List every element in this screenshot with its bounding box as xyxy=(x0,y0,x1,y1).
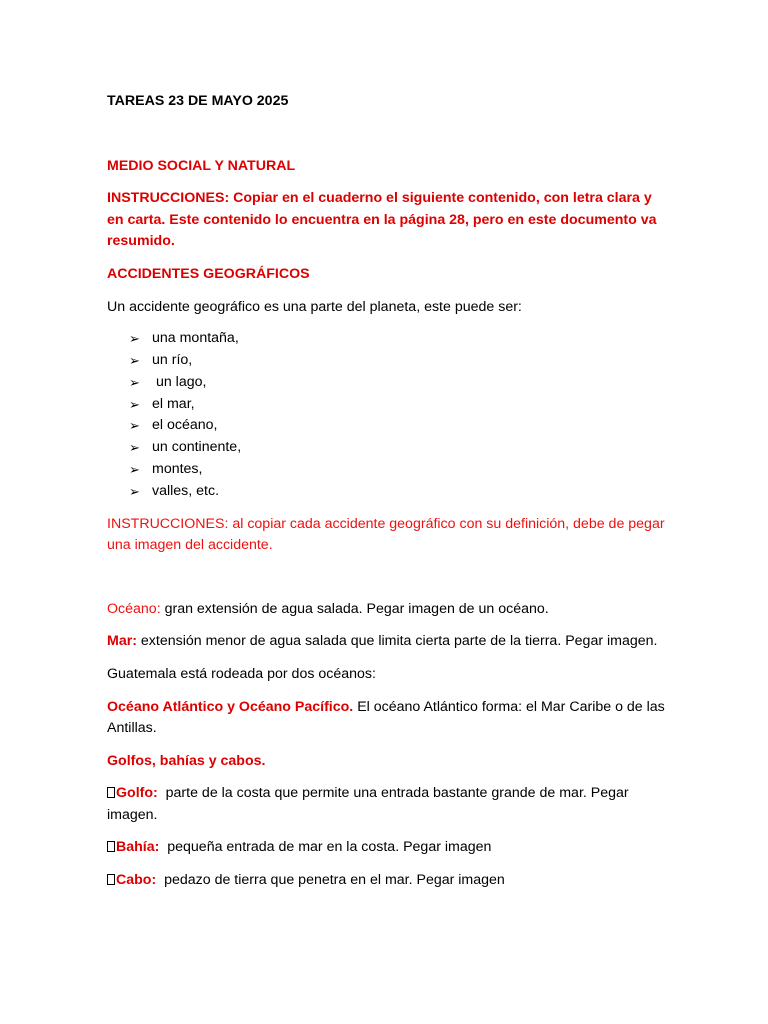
missing-glyph-icon xyxy=(107,841,115,852)
golfos-heading: Golfos, bahías y cabos. xyxy=(107,752,266,769)
intro-paragraph: Un accidente geográfico es una parte del planeta, este puede ser: xyxy=(107,298,522,315)
list-item: ➢ montes, xyxy=(107,459,667,481)
term-definition: pequeña entrada de mar en la costa. Pegar imagen xyxy=(159,839,492,856)
list-item: ➢ un río, xyxy=(107,350,667,372)
arrow-bullet-icon: ➢ xyxy=(129,418,140,434)
guatemala-paragraph: Guatemala está rodeada por dos océanos: xyxy=(107,665,376,682)
term-label: Océano: xyxy=(107,600,161,617)
term-definition: extensión menor de agua salada que limita cierta parte de la tierra. Pegar imagen. xyxy=(136,633,658,650)
missing-glyph-icon xyxy=(107,874,115,885)
landform-list xyxy=(107,328,667,502)
list-item: ➢ el océano, xyxy=(107,415,667,437)
subject-heading: MEDIO SOCIAL Y NATURAL xyxy=(107,157,296,174)
list-item: ➢ el mar, xyxy=(107,394,667,416)
term-label: Bahía: xyxy=(116,839,160,856)
term-label: Mar: xyxy=(107,633,137,650)
list-item: ➢ un continente, xyxy=(107,437,667,459)
section-heading: ACCIDENTES GEOGRÁFICOS xyxy=(107,265,310,282)
term-label: Cabo: xyxy=(116,872,157,889)
arrow-bullet-icon: ➢ xyxy=(129,440,140,456)
page-title: TAREAS 23 DE MAYO 2025 xyxy=(107,93,289,109)
list-item: ➢ valles, etc. xyxy=(107,481,667,503)
term-definition: parte de la costa que permite una entrada bastante grande de mar. Pegar imagen. xyxy=(107,785,633,823)
oceans-paragraph xyxy=(107,697,667,740)
term-label: Golfo: xyxy=(116,785,158,802)
list-item: ➢ una montaña, xyxy=(107,328,667,350)
term-definition: gran extensión de agua salada. Pegar imagen de un océano. xyxy=(160,600,549,617)
arrow-bullet-icon: ➢ xyxy=(129,374,140,390)
term-label: Océano Atlántico y Océano Pacífico. xyxy=(107,698,354,715)
list-item: ➢ un lago, xyxy=(107,372,667,394)
arrow-bullet-icon: ➢ xyxy=(129,331,140,347)
instructions-copy: INSTRUCCIONES: Copiar en el cuaderno el siguiente contenido, con letra clara y en carta. Este contenido lo encuentra en la página 28, pero en este documento va resumido. xyxy=(107,190,657,250)
missing-glyph-icon xyxy=(107,787,115,798)
definition-golfo xyxy=(107,783,667,826)
arrow-bullet-icon: ➢ xyxy=(129,352,140,368)
term-definition: El océano Atlántico forma: el Mar Caribe o de las Antillas. xyxy=(107,698,665,737)
document-body xyxy=(107,91,667,892)
definition-bahia xyxy=(107,837,667,859)
definition-mar xyxy=(107,631,667,653)
arrow-bullet-icon: ➢ xyxy=(129,461,140,477)
definition-oceano xyxy=(107,599,667,621)
instructions-paste-images: INSTRUCCIONES: al copiar cada accidente geográfico con su definición, debe de pegar una imagen del accidente. xyxy=(107,515,665,554)
definition-cabo xyxy=(107,870,667,892)
arrow-bullet-icon: ➢ xyxy=(129,396,140,412)
term-definition: pedazo de tierra que penetra en el mar. Pegar imagen xyxy=(156,872,505,889)
arrow-bullet-icon: ➢ xyxy=(129,483,140,499)
